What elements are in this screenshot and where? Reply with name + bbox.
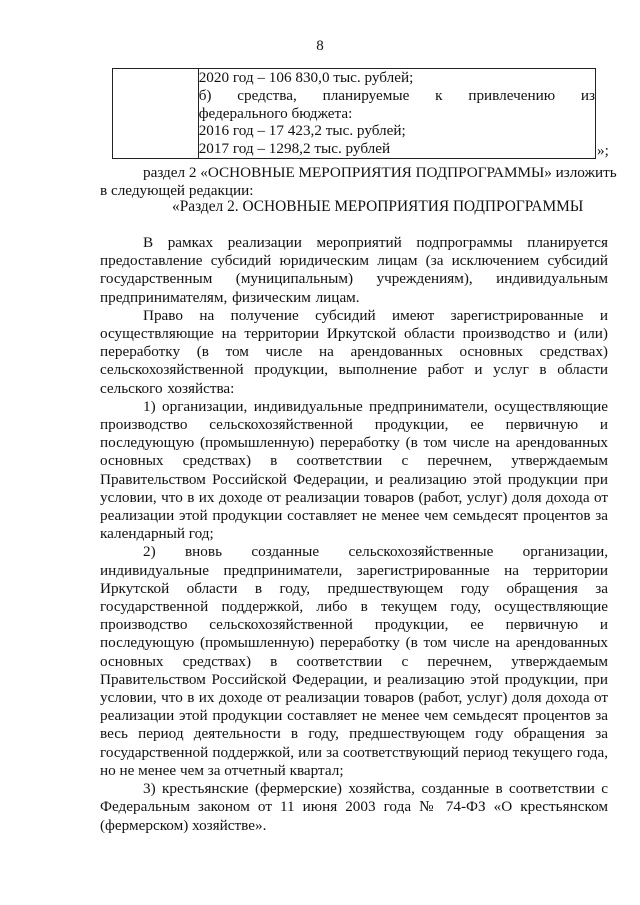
table-line: 2017 год – 1298,2 тыс. рублей <box>198 140 391 158</box>
budget-table <box>112 68 596 159</box>
paragraph: 3) крестьянские (фермерские) хозяйства, созданные в соответствии с Федеральным законом от 11 июня 2003 года № 74-ФЗ «О крестьянском (фермерском) хозяйстве». <box>100 780 608 834</box>
table-line: 2020 год – 106 830,0 тыс. рублей; <box>198 69 414 86</box>
intro-block <box>100 164 617 200</box>
intro-line: раздел 2 «ОСНОВНЫЕ МЕРОПРИЯТИЯ ПОДПРОГРАММЫ» изложить <box>143 164 617 181</box>
paragraph: В рамках реализации мероприятий подпрограммы планируется предоставление субсидий юридическим лицам (за исключением субсидий государственным (муниципальным) учреждениям), индивидуальным предпринимателям, физическим лицам. <box>100 234 608 306</box>
body-text <box>100 234 608 835</box>
paragraph: 1) организации, индивидуальные предприниматели, осуществляющие производство сельскохозяйственной продукции, ее первичную и последующую (промышленную) переработку (в том числе на арендованных основных средствах) в соответствии с перечнем, утверждаемым Правительством Российской Федерации, и реализацию этой продукции при условии, что в их доходе от реализации товаров (работ, услуг) доля дохода от реализации этой продукции составляет не менее чем семьдесят процентов за календарный год; <box>100 397 608 543</box>
section-heading: «Раздел 2. ОСНОВНЫЕ МЕРОПРИЯТИЯ ПОДПРОГРАММЫ <box>172 198 584 215</box>
table-closing-quote: »; <box>597 142 609 159</box>
table-left-cell <box>113 69 199 159</box>
page-number: 8 <box>316 38 324 54</box>
table-line: б) средства, планируемые к привлечению из <box>198 86 595 104</box>
intro-line: в следующей редакции: <box>100 182 254 200</box>
paragraph: Право на получение субсидий имеют зарегистрированные и осуществляющие на территории Иркутской области производство и (или) переработку (в том числе на арендованных основных средствах) сельскохозяйственной продукции, выполнение работ и услуг в области сельского хозяйства: <box>100 306 608 397</box>
table-line: 2016 год – 17 423,2 тыс. рублей; <box>198 122 406 140</box>
paragraph: 2) вновь созданные сельскохозяйственные организации, индивидуальные предприниматели, зарегистрированные на территории Иркутской области в году, предшествующем году обращения за государственной поддержкой, либо в текущем году, осуществляющие производство сельскохозяйственной продукции, ее первичную и последующую (промышленную) переработку (в том числе на арендованных основных средствах) в соответствии с перечнем, утверждаемым Правительством Российской Федерации, и реализацию этой продукции, при условии, что в их доходе от реализации товаров (работ, услуг) доля дохода от реализации этой продукции составляет не менее чем семьдесят процентов за весь период деятельности в году, предшествующем году обращения за государственной поддержкой, или за соответствующий период текущего года, но не менее чем за отчетный квартал; <box>100 543 608 779</box>
table-right-cell <box>198 69 595 159</box>
table-line: федерального бюджета: <box>198 104 353 122</box>
